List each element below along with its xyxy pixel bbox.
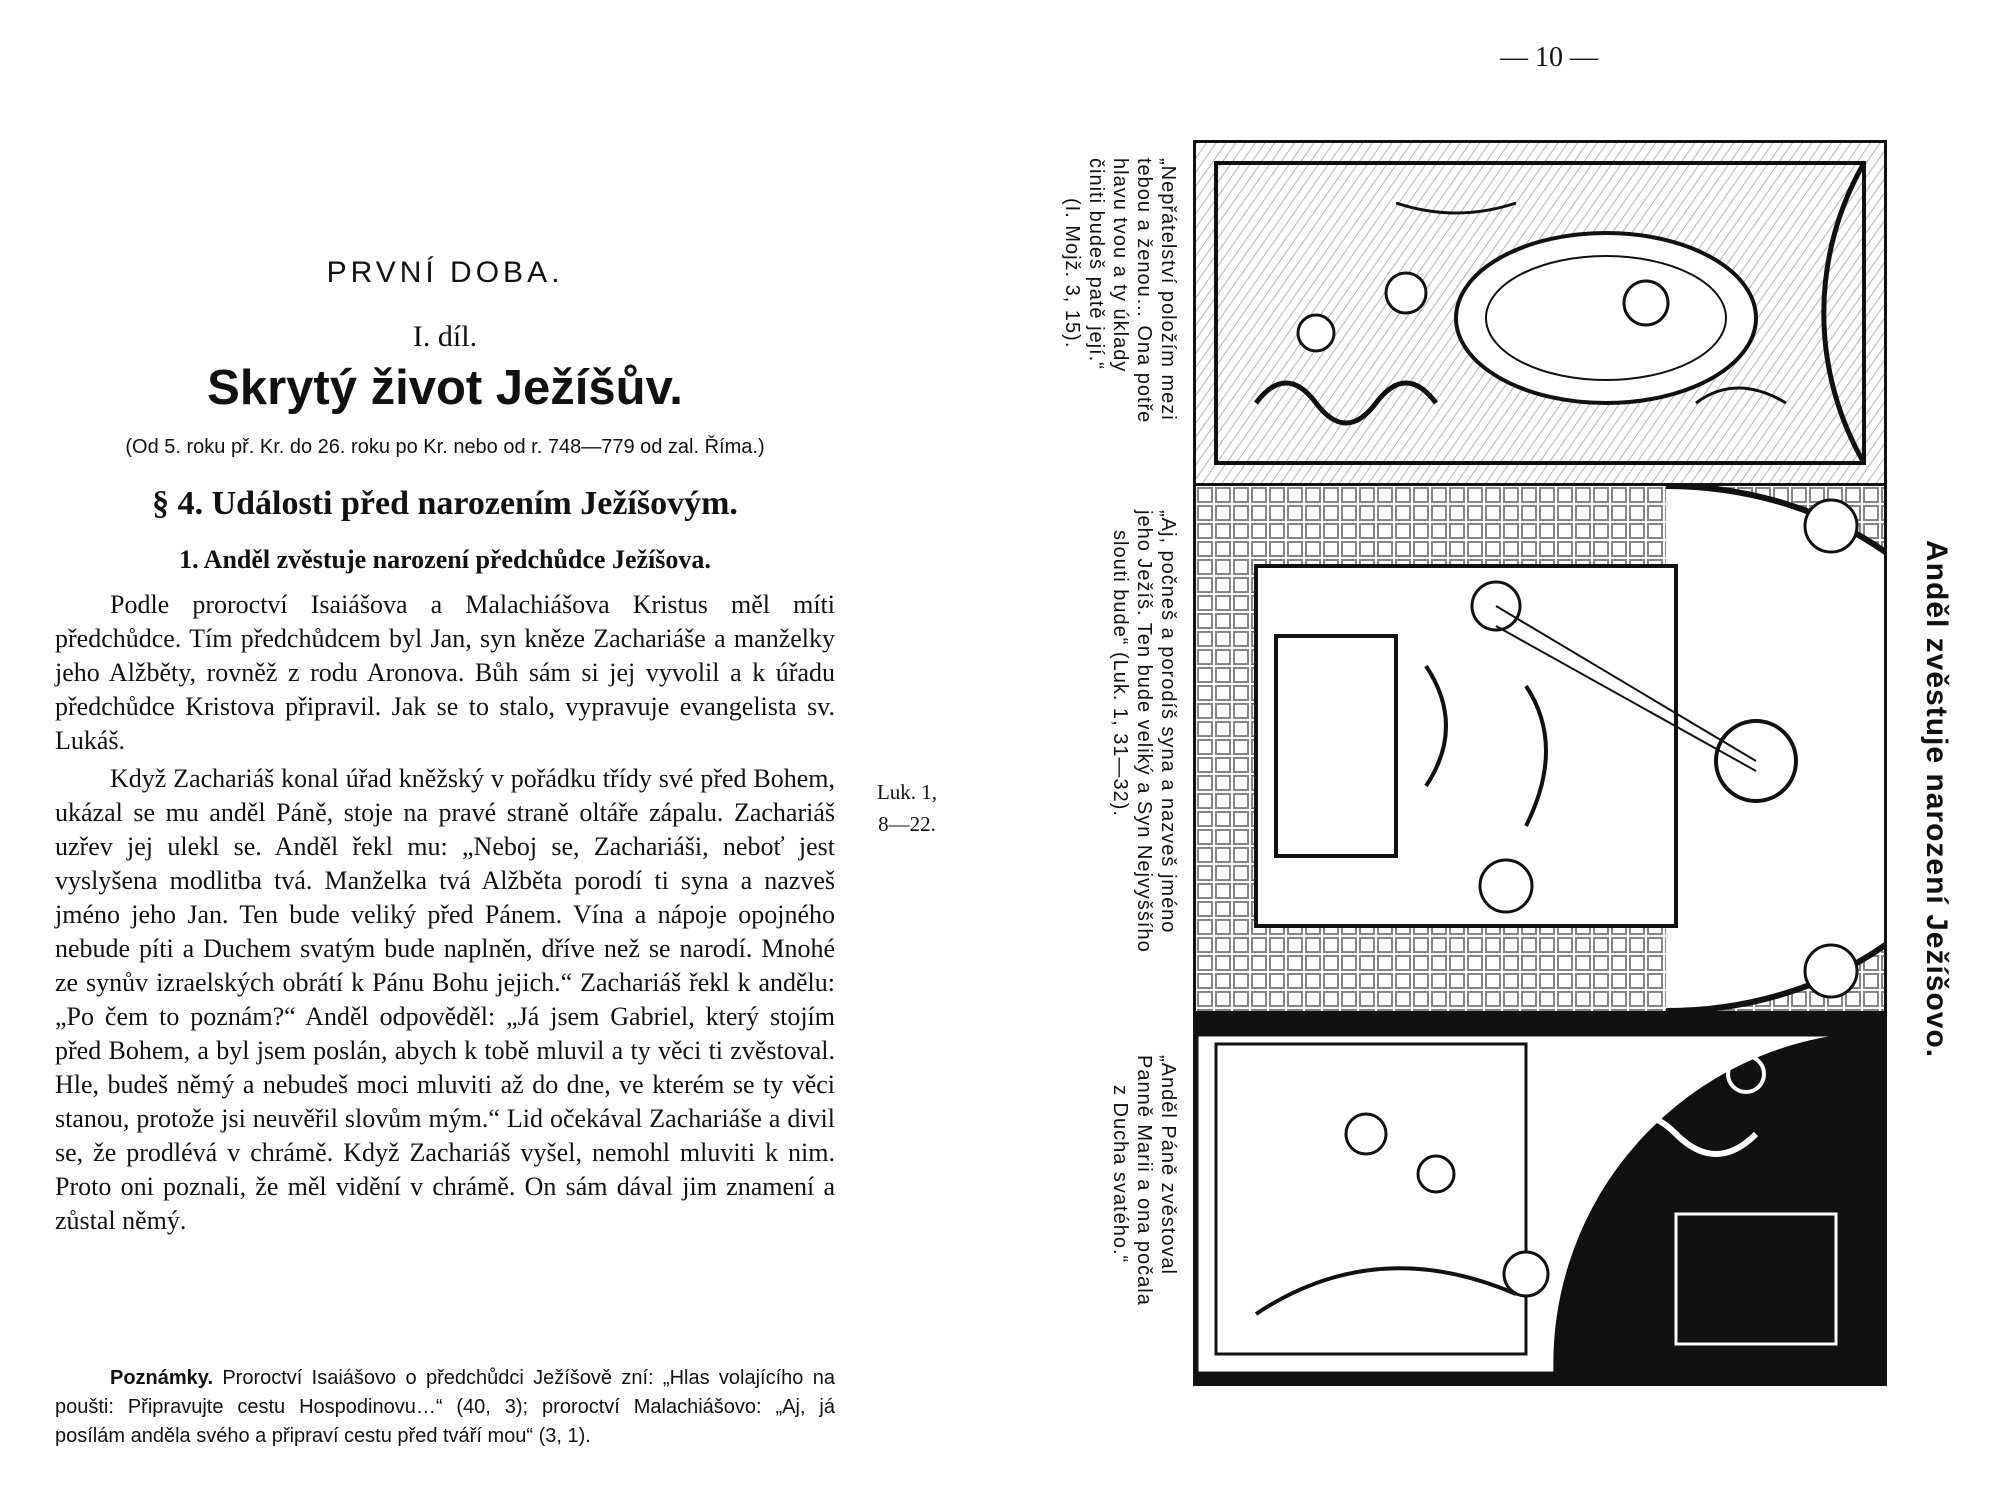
plate-protoevangelium-art	[1196, 143, 1884, 483]
caption-top-line3: hlavu tvou a ty úklady	[1109, 158, 1131, 373]
paragraph-1: Podle proroctví Isaiášova a Malachiášova Kristus měl míti předchůdce. Tím předchůdcem byl Jan, syn kněze Zachariáše a manželky jeho Alžběty, rovněž z rodu Aronova. Bůh sám si jej vyvolil a k úřadu předchůdce Kristova připravil. Jak se to stalo, vypravuje evangelista sv. Lukáš.	[55, 590, 835, 755]
plate-annunciation-art	[1196, 486, 1884, 1011]
caption-middle	[1108, 510, 1180, 953]
margin-reference-line1: Luk. 1,	[876, 780, 938, 804]
date-range: (Od 5. roku př. Kr. do 26. roku po Kr. nebo od r. 748—779 od zal. Říma.)	[125, 436, 765, 458]
subsection-heading: 1. Anděl zvěstuje narození předchůdce Ježíšova.	[179, 545, 711, 574]
plate-annunciation	[1196, 486, 1884, 1014]
era-heading: PRVNÍ DOBA.	[326, 256, 564, 289]
plate-angel-to-mary	[1196, 1014, 1884, 1383]
margin-reference-line2: 8—22.	[878, 812, 936, 836]
page-number: — 10 —	[1500, 42, 1598, 73]
caption-bottom-line1: „Anděl Páně zvěstoval	[1157, 1055, 1179, 1276]
section-heading: § 4. Události před narozením Ježíšovým.	[152, 485, 738, 522]
side-heading: Anděl zvěstuje narození Ježíšovo.	[1920, 540, 1953, 1059]
caption-middle-line2: jeho Ježíš. Ten bude veliký a Syn Nejvyššího	[1133, 510, 1155, 953]
caption-middle-line1: „Aj, počneš a porodíš syna a nazveš jméno	[1157, 510, 1179, 934]
part-heading: I. díl.	[412, 320, 478, 353]
illustration-panel	[1193, 140, 1887, 1386]
caption-top-line4: činiti budeš patě její.“	[1085, 158, 1107, 370]
caption-top	[1060, 158, 1180, 423]
caption-top-line1: „Nepřátelství položím mezi	[1157, 158, 1179, 421]
caption-bottom-line3: z Ducha svatého.“	[1109, 1085, 1131, 1264]
caption-top-line2: tebou a ženou… Ona potře	[1133, 158, 1155, 424]
margin-reference	[862, 776, 952, 840]
plate-angel-to-mary-art	[1196, 1014, 1884, 1383]
chapter-title: Skrytý život Ježíšův.	[207, 361, 683, 415]
plate-protoevangelium	[1196, 143, 1884, 486]
caption-top-line5: (I. Mojž. 3, 15).	[1061, 198, 1083, 349]
notes-text: Proroctví Isaiášovo o předchůdci Ježíšově zní: „Hlas volajícího na poušti: Připravujte cestu Hospodinovu…“ (40, 3); proroctví Malachiášovo: „Aj, já posílám anděla svého a připraví cestu před tváří mou“ (3, 1).	[55, 1367, 835, 1447]
caption-middle-line3: slouti bude“ (Luk. 1, 31—32).	[1109, 530, 1131, 817]
caption-bottom-line2: Panně Marii a ona počala	[1133, 1055, 1155, 1306]
notes-paragraph	[55, 1364, 835, 1451]
paragraph-2: Když Zachariáš konal úřad kněžský v pořádku třídy své před Bohem, ukázal se mu anděl Páně, stoje na pravé straně oltáře zápalu. Zachariáš uzřev jej ulekl se. Anděl řekl mu: „Neboj se, Zachariáši, neboť jest vyslyšena modlitba tvá. Manželka tvá Alžběta porodí ti syna a nazveš jméno jeho Jan. Ten bude veliký před Pánem. Vína a nápoje opojného nebude píti a Duchem svatým bude naplněn, dříve než se narodí. Mnohé ze synův izraelských obrátí k Pánu Bohu jejich.“ Zachariáš řekl k andělu: „Po čem to poznám?“ Anděl odpověděl: „Já jsem Gabriel, který stojím před Bohem, a byl jsem poslán, abych k tobě mluvil a ty věci ti zvěstoval. Hle, budeš němý a nebudeš moci mluviti až do dne, ve kterém se ty věci stanou, protože jsi neuvěřil slovům mým.“ Lid očekával Zachariáše a divil se, že prodlévá v chrámě. Když Zachariáš vyšel, nemohl mluviti k nim. Proto oni poznali, že měl vidění v chrámě. On sám dával jim znamení a zůstal němý.	[55, 764, 835, 1235]
notes-label: Poznámky.	[110, 1367, 213, 1389]
caption-bottom	[1108, 1055, 1180, 1306]
